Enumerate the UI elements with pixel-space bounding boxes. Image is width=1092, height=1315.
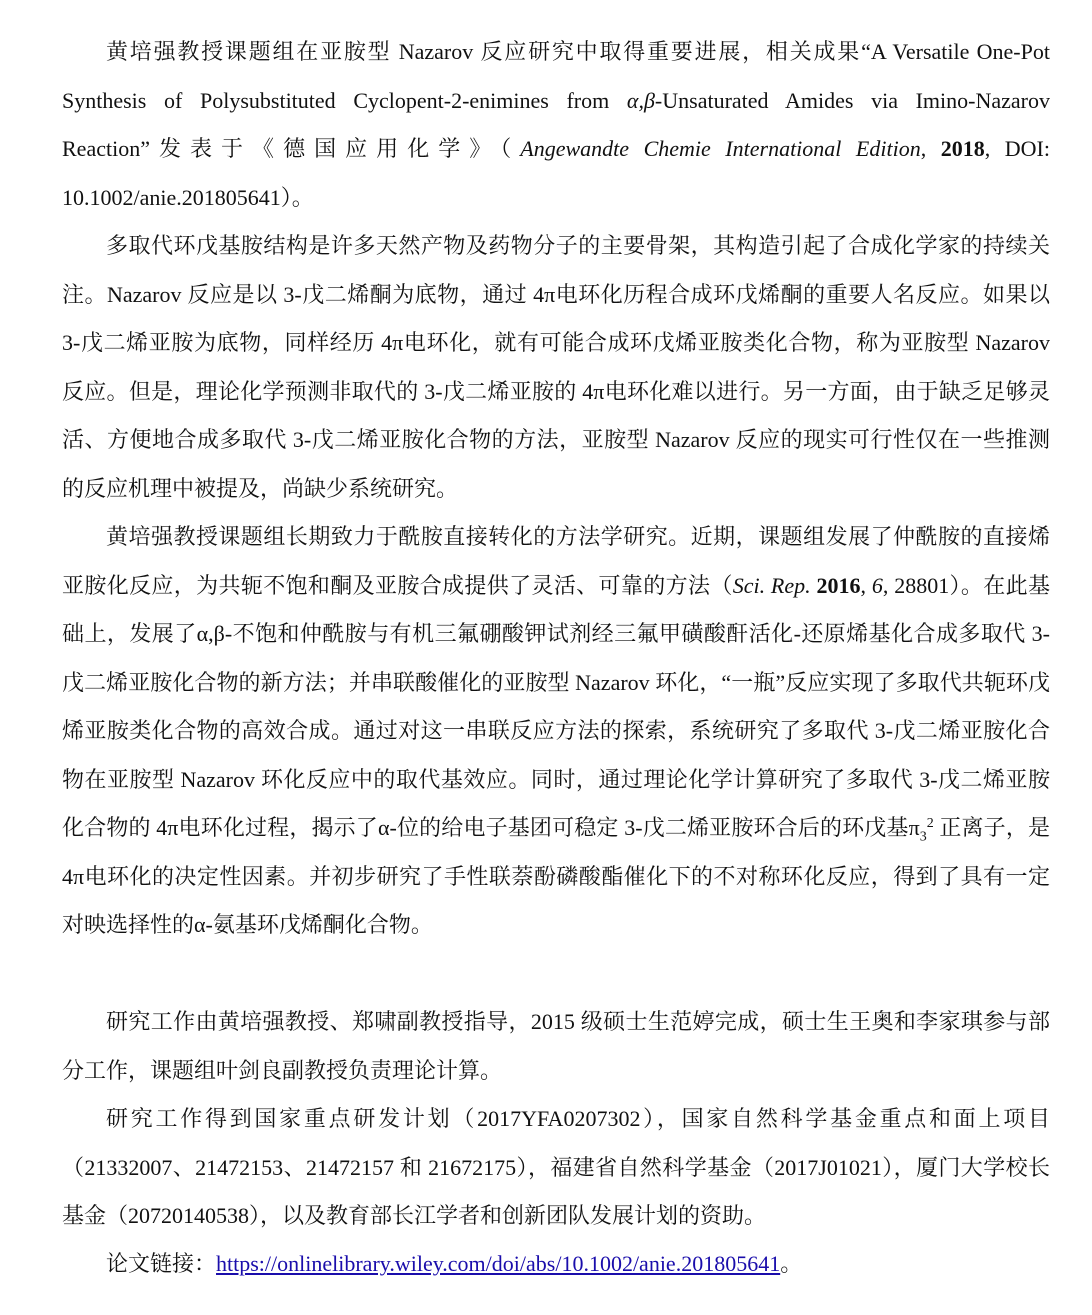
- reference-year: 2016: [816, 572, 861, 598]
- separator: ,: [860, 572, 872, 598]
- research-text-continued: , 28801）。在此基础上，发展了α,β-不饱和仲酰胺与有机三氟硼酸钾试剂经三氟甲磺酸酐活化-还原烯基化合成多取代 3-戊二烯亚胺化合物的新方法；并串联酸催化的亚胺型 Nazarov 环化，“一瓶”反应实现了多取代共轭环戊烯亚胺类化合物的高效合成。通过对这一串联反应方法的探索，系统研究了多取代 3-戊二烯亚胺化合物在亚胺型 Nazarov 环化反应中的取代基效应。同时，通过理论化学计算研究了多取代 3-戊二烯亚胺化合物的 4π电环化过程，揭示了α-位的给电子基团可稳定 3-戊二烯亚胺环合后的环戊基π: [62, 572, 1050, 840]
- research-text-end: 正离子，是 4π电环化的决定性因素。并初步研究了手性联萘酚磷酸酯催化下的不对称环化反应，得到了具有一定对映选择性的α-氨基环戊烯酮化合物。: [62, 815, 1050, 937]
- doi-text: , DOI: 10.1002/anie.201805641）。: [62, 136, 1050, 210]
- paragraph-background: [62, 222, 1050, 513]
- background-text: 多取代环戊基胺结构是许多天然产物及药物分子的主要骨架，其构造引起了合成化学家的持续关注。Nazarov 反应是以 3-戊二烯酮为底物，通过 4π电环化历程合成环戊烯酮的重要人名反应。如果以 3-戊二烯亚胺为底物，同样经历 4π电环化，就有可能合成环戊烯亚胺类化合物，称为亚胺型 Nazarov 反应。但是，理论化学预测非取代的 3-戊二烯亚胺的 4π电环化难以进行。另一方面，由于缺乏足够灵活、方便地合成多取代 3-戊二烯亚胺化合物的方法，亚胺型 Nazarov 反应的现实可行性仅在一些推测的反应机理中被提及，尚缺少系统研究。: [62, 233, 1050, 501]
- publication-year: 2018: [940, 136, 985, 161]
- reference-volume: 6: [871, 572, 883, 598]
- reference-journal: Sci. Rep.: [732, 572, 811, 598]
- alpha-beta-symbol: α,β: [626, 87, 655, 113]
- paragraph-funding: [62, 1095, 1050, 1240]
- research-text: 黄培强教授课题组长期致力于酰胺直接转化的方法学研究。近期，课题组发展了仲酰胺的直接烯亚胺化反应，为共轭不饱和酮及亚胺合成提供了灵活、可靠的方法（: [62, 524, 1050, 598]
- contributors-text: 研究工作由黄培强教授、郑啸副教授指导，2015 级硕士生范婷完成，硕士生王奥和李家琪参与部分工作，课题组叶剑良副教授负责理论计算。: [62, 1009, 1050, 1083]
- funding-text: 研究工作得到国家重点研发计划（2017YFA0207302），国家自然科学基金重点和面上项目（21332007、21472153、21472157 和 21672175），福建省自然科学基金（2017J01021），厦门大学校长基金（20720140538），以及教育部长江学者和创新团队发展计划的资助。: [62, 1106, 1050, 1228]
- paper-link-label: 论文链接：: [106, 1251, 217, 1276]
- pi-subscript: 3: [919, 829, 927, 845]
- link-end-punctuation: 。: [780, 1251, 803, 1276]
- separator: ,: [920, 136, 941, 161]
- paragraph-contributors: [62, 998, 1050, 1095]
- paragraph-research: [62, 513, 1050, 998]
- announcement-text: 黄培强教授课题组在亚胺型 Nazarov 反应研究中取得重要进展，相关成果“A Versatile One-Pot Synthesis of Polysubstituted Cyclopent-2-enimines from: [62, 39, 1050, 113]
- paragraph-announcement: [62, 28, 1050, 222]
- pi-superscript: 2: [926, 816, 934, 831]
- paper-link-line: [62, 1240, 1050, 1289]
- journal-name: Angewandte Chemie International Edition: [520, 136, 921, 161]
- article-body: [62, 28, 1050, 1289]
- paper-link[interactable]: https://onlinelibrary.wiley.com/doi/abs/10.1002/anie.201805641: [216, 1251, 781, 1276]
- announcement-text-continued: -Unsaturated Amides via Imino-Nazarov Reaction”发表于《德国应用化学》（: [62, 87, 1050, 161]
